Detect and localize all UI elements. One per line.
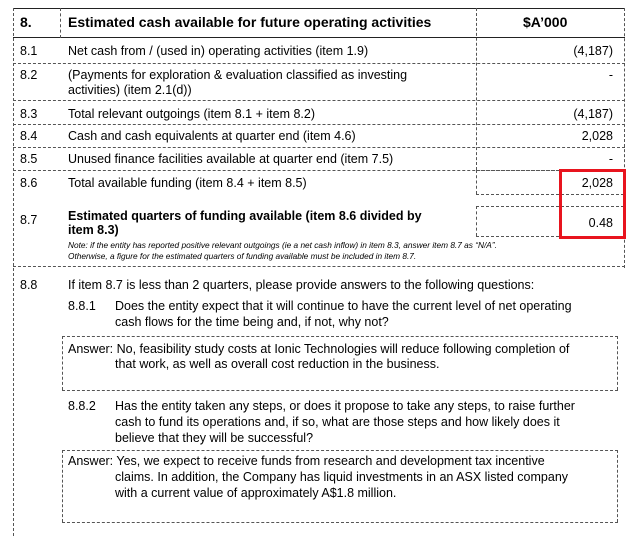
row-label: Unused finance facilities available at quarter end (item 7.5) [68,152,394,166]
row-number: 8.4 [20,129,38,143]
section-title: Estimated cash available for future operating activities [68,14,432,30]
number-column-divider [60,8,61,38]
question-line1: Has the entity taken any steps, or does it propose to take any steps, to raise further [115,399,575,413]
funding-quarters-value: 0.48 [588,216,613,230]
section-number: 8. [20,14,32,30]
row-label: Cash and cash equivalents at quarter end (item 4.6) [68,129,356,143]
row-number: 8.6 [20,176,38,190]
row-label-line1: (Payments for exploration & evaluation classified as investing [68,68,408,82]
answer-line2: that work, as well as overall cost reduction in the business. [115,357,440,371]
row-divider [13,147,625,148]
row-value: - [608,68,613,82]
value-box-left [476,206,477,236]
row-number: 8.8 [20,278,38,292]
row-value: - [608,152,613,166]
row-label-line2: item 8.3) [68,223,119,237]
row-value: (4,187) [573,107,613,121]
answer-line1: Answer: No, feasibility study costs at Ionic Technologies will reduce following completion of [68,342,570,356]
answer-box-bottom [62,390,618,391]
answer-box-bottom [62,522,618,523]
section-intro: If item 8.7 is less than 2 quarters, please provide answers to the following questions: [68,278,535,292]
row-number: 8.3 [20,107,38,121]
row-label: Net cash from / (used in) operating activities (item 1.9) [68,44,369,58]
question-line1: Does the entity expect that it will continue to have the current level of net operating [115,299,572,313]
row-divider [13,266,625,267]
highlight-box [559,169,626,239]
answer-box-left [62,336,63,390]
question-line3: believe that they will be successful? [115,431,314,445]
row-divider [13,124,625,125]
row-divider [13,100,625,101]
row-label-line1: Estimated quarters of funding available (item 8.6 divided by [68,209,422,223]
answer-line3: with a current value of approximately A$1.8 million. [115,486,397,500]
answer-box-left [62,450,63,522]
row-label-line2: activities) (item 2.1(d)) [68,83,192,97]
answer-box-right [617,336,618,390]
note-line1: Note: if the entity has reported positive relevant outgoings (ie a net cash inflow) in item 8.3, answer item 8.7 as “N/A”. [68,240,497,250]
left-border [13,8,14,536]
answer-line2: claims. In addition, the Company has liquid investments in an ASX listed company [115,470,569,484]
answer-box-top [62,450,618,451]
answer-box-right [617,450,618,522]
row-number: 8.2 [20,68,38,82]
row-label: Total relevant outgoings (item 8.1 + item 8.2) [68,107,316,121]
row-number: 8.7 [20,213,38,227]
row-number: 8.5 [20,152,38,166]
table-top-border [13,8,625,9]
row-divider [13,63,625,64]
question-line2: cash flows for the time being and, if not, why not? [115,315,389,329]
unit-header: $A’000 [523,14,568,30]
question-number: 8.8.1 [68,299,96,313]
total-available-funding-value: 2,028 [581,176,613,190]
row-label: Total available funding (item 8.4 + item 8.5) [68,176,307,190]
value-box-left [476,170,477,194]
row-value: 2,028 [581,129,613,143]
note-line2: Otherwise, a figure for the estimated quarters of funding available must be included in item 8.7. [68,251,417,261]
answer-box-top [62,336,618,337]
answer-line1: Answer: Yes, we expect to receive funds from research and development tax incentive [68,454,545,468]
question-line2: cash to fund its operations and, if so, what are those steps and how likely does it [115,415,560,429]
row-number: 8.1 [20,44,38,58]
row-value: (4,187) [573,44,613,58]
value-column-divider [476,8,477,170]
question-number: 8.8.2 [68,399,96,413]
header-bottom-border [13,37,625,38]
